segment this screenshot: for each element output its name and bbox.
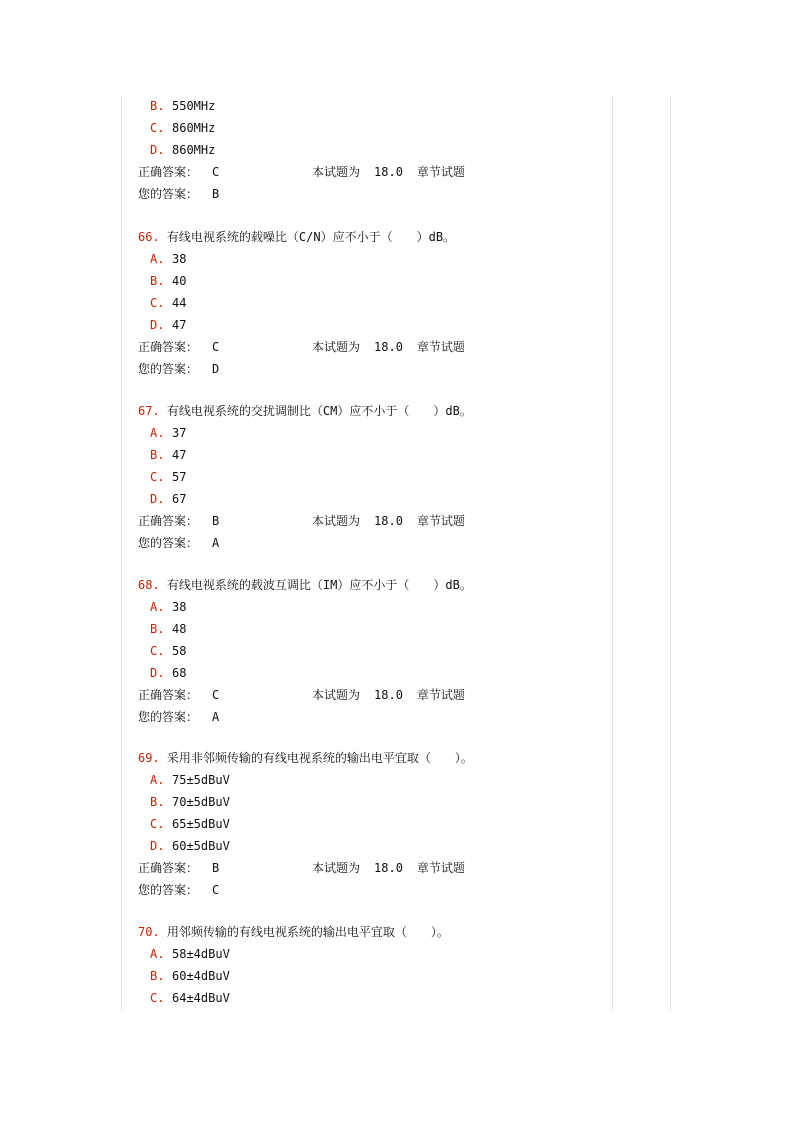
question-block-69 xyxy=(138,747,608,901)
question-stem xyxy=(138,921,608,943)
option-letter: B. xyxy=(150,622,165,636)
option-text: 37 xyxy=(172,426,187,440)
your-answer-value: A xyxy=(212,536,220,550)
option-text: 58±4dBuV xyxy=(172,947,230,961)
question-text: 有线电视系统的交扰调制比（CM）应不小于（ ）dB。 xyxy=(166,404,472,418)
option-text: 60±5dBuV xyxy=(172,839,230,853)
option-text: 48 xyxy=(172,622,187,636)
question-number: 68. xyxy=(138,578,160,592)
score-label: 本试题为 xyxy=(312,861,361,875)
correct-answer-row xyxy=(138,336,608,358)
option-c[interactable] xyxy=(138,466,608,488)
question-block-66 xyxy=(138,226,608,380)
your-answer-row xyxy=(138,532,608,554)
option-text: 550MHz xyxy=(172,99,216,113)
outer-right-border-line xyxy=(670,96,671,1010)
question-block-68 xyxy=(138,574,608,728)
option-text: 40 xyxy=(172,274,187,288)
correct-answer-value: C xyxy=(212,165,220,179)
option-b[interactable] xyxy=(138,791,608,813)
option-letter: C. xyxy=(150,644,165,658)
correct-answer-row xyxy=(138,684,608,706)
option-text: 58 xyxy=(172,644,187,658)
option-d[interactable] xyxy=(138,662,608,684)
your-answer-row xyxy=(138,183,608,205)
option-d[interactable] xyxy=(138,488,608,510)
correct-answer-label: 正确答案： xyxy=(138,165,199,179)
option-letter: A. xyxy=(150,947,165,961)
question-number: 67. xyxy=(138,404,160,418)
question-number: 69. xyxy=(138,751,160,765)
score-value: 18.0 xyxy=(374,861,403,875)
option-text: 70±5dBuV xyxy=(172,795,230,809)
option-a[interactable] xyxy=(138,769,608,791)
score-value: 18.0 xyxy=(374,514,403,528)
your-answer-row xyxy=(138,358,608,380)
option-c[interactable] xyxy=(138,640,608,662)
option-letter: C. xyxy=(150,817,165,831)
your-answer-row xyxy=(138,879,608,901)
score-value: 18.0 xyxy=(374,165,403,179)
option-a[interactable] xyxy=(138,422,608,444)
option-text: 64±4dBuV xyxy=(172,991,230,1005)
option-letter: B. xyxy=(150,274,165,288)
option-text: 38 xyxy=(172,600,187,614)
correct-answer-row xyxy=(138,161,608,183)
option-d[interactable] xyxy=(138,314,608,336)
option-text: 860MHz xyxy=(172,143,216,157)
option-letter: D. xyxy=(150,666,165,680)
option-c[interactable] xyxy=(138,987,608,1009)
score-value: 18.0 xyxy=(374,340,403,354)
option-text: 65±5dBuV xyxy=(172,817,230,831)
question-block-70 xyxy=(138,921,608,1009)
option-text: 57 xyxy=(172,470,187,484)
score-label: 本试题为 xyxy=(312,340,361,354)
option-letter: D. xyxy=(150,492,165,506)
section-label: 章节试题 xyxy=(416,340,465,354)
option-letter: C. xyxy=(150,121,165,135)
option-letter: A. xyxy=(150,600,165,614)
option-letter: C. xyxy=(150,470,165,484)
option-letter: B. xyxy=(150,99,165,113)
option-b[interactable] xyxy=(138,618,608,640)
option-letter: C. xyxy=(150,991,165,1005)
section-label: 章节试题 xyxy=(416,165,465,179)
option-letter: A. xyxy=(150,773,165,787)
correct-answer-value: C xyxy=(212,688,220,702)
option-text: 67 xyxy=(172,492,187,506)
option-letter: C. xyxy=(150,296,165,310)
option-d[interactable] xyxy=(138,835,608,857)
option-letter: D. xyxy=(150,143,165,157)
option-text: 860MHz xyxy=(172,121,216,135)
option-text: 47 xyxy=(172,318,187,332)
correct-answer-label: 正确答案： xyxy=(138,861,199,875)
option-a[interactable] xyxy=(138,248,608,270)
correct-answer-label: 正确答案： xyxy=(138,514,199,528)
question-stem xyxy=(138,747,608,769)
question-number: 70. xyxy=(138,925,160,939)
option-text: 68 xyxy=(172,666,187,680)
correct-answer-row xyxy=(138,857,608,879)
score-label: 本试题为 xyxy=(312,165,361,179)
option-text: 60±4dBuV xyxy=(172,969,230,983)
correct-answer-label: 正确答案： xyxy=(138,340,199,354)
option-text: 38 xyxy=(172,252,187,266)
question-block-65-continued xyxy=(138,95,608,205)
question-block-67 xyxy=(138,400,608,554)
option-letter: A. xyxy=(150,252,165,266)
question-stem xyxy=(138,400,608,422)
score-value: 18.0 xyxy=(374,688,403,702)
option-text: 44 xyxy=(172,296,187,310)
option-letter: B. xyxy=(150,795,165,809)
section-label: 章节试题 xyxy=(416,514,465,528)
question-number: 66. xyxy=(138,230,160,244)
section-label: 章节试题 xyxy=(416,688,465,702)
your-answer-label: 您的答案： xyxy=(138,883,199,897)
option-text: 75±5dBuV xyxy=(172,773,230,787)
correct-answer-value: B xyxy=(212,861,220,875)
your-answer-label: 您的答案： xyxy=(138,187,199,201)
right-border-line xyxy=(612,96,613,1010)
option-d[interactable] xyxy=(138,139,608,161)
your-answer-label: 您的答案： xyxy=(138,536,199,550)
option-c[interactable] xyxy=(138,813,608,835)
option-letter: B. xyxy=(150,969,165,983)
question-text: 用邻频传输的有线电视系统的输出电平宜取（ ）。 xyxy=(166,925,449,939)
option-letter: B. xyxy=(150,448,165,462)
your-answer-value: C xyxy=(212,883,220,897)
option-b[interactable] xyxy=(138,444,608,466)
option-c[interactable] xyxy=(138,292,608,314)
option-letter: D. xyxy=(150,318,165,332)
option-text: 47 xyxy=(172,448,187,462)
score-label: 本试题为 xyxy=(312,688,361,702)
option-a[interactable] xyxy=(138,943,608,965)
option-letter: D. xyxy=(150,839,165,853)
question-stem xyxy=(138,574,608,596)
score-label: 本试题为 xyxy=(312,514,361,528)
question-text: 采用非邻频传输的有线电视系统的输出电平宜取（ ）。 xyxy=(166,751,473,765)
option-a[interactable] xyxy=(138,596,608,618)
your-answer-value: A xyxy=(212,710,220,724)
correct-answer-label: 正确答案： xyxy=(138,688,199,702)
option-b[interactable] xyxy=(138,95,608,117)
question-text: 有线电视系统的载波互调比（IM）应不小于（ ）dB。 xyxy=(166,578,472,592)
your-answer-label: 您的答案： xyxy=(138,362,199,376)
option-c[interactable] xyxy=(138,117,608,139)
your-answer-row xyxy=(138,706,608,728)
correct-answer-row xyxy=(138,510,608,532)
your-answer-value: D xyxy=(212,362,220,376)
section-label: 章节试题 xyxy=(416,861,465,875)
your-answer-label: 您的答案： xyxy=(138,710,199,724)
option-letter: A. xyxy=(150,426,165,440)
option-b[interactable] xyxy=(138,965,608,987)
left-border-line xyxy=(121,96,122,1010)
question-text: 有线电视系统的载噪比（C/N）应不小于（ ）dB。 xyxy=(166,230,456,244)
correct-answer-value: C xyxy=(212,340,220,354)
correct-answer-value: B xyxy=(212,514,220,528)
your-answer-value: B xyxy=(212,187,220,201)
option-b[interactable] xyxy=(138,270,608,292)
question-stem xyxy=(138,226,608,248)
